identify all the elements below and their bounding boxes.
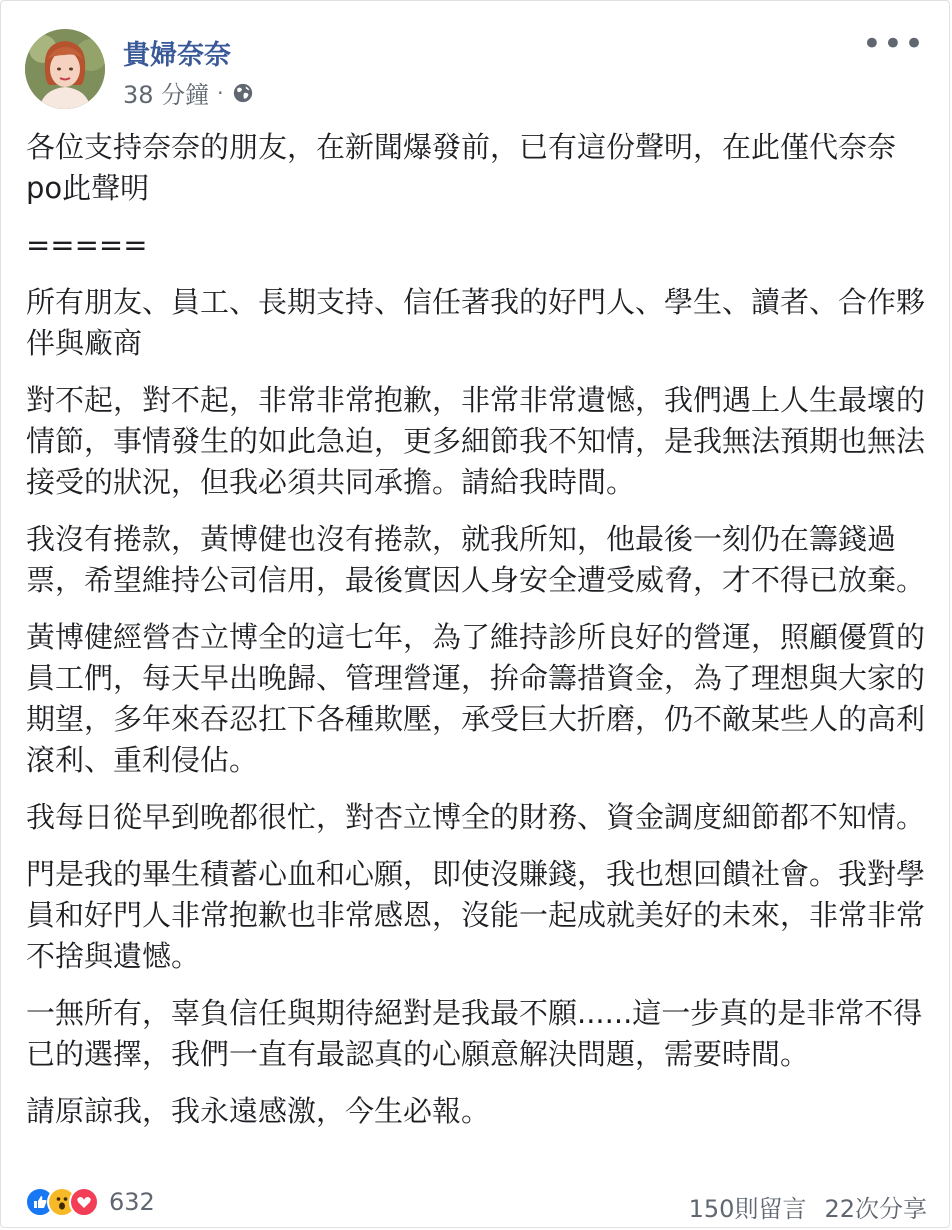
post-footer (25, 1187, 927, 1223)
author-name[interactable]: 貴婦奈奈 (123, 40, 231, 71)
avatar[interactable] (25, 29, 105, 109)
more-options-icon[interactable]: ••• (861, 24, 925, 64)
post-paragraph: 一無所有，辜負信任與期待絕對是我最不願......這一步真的是非常不得已的選擇，我們一直有最認真的心願意解決問題，需要時間。 (26, 996, 923, 1071)
post-header (25, 24, 925, 109)
post-paragraph: 對不起，對不起，非常非常抱歉，非常非常遺憾，我們遇上人生最壞的情節，事情發生的如此急迫，更多細節我不知情，是我無法預期也無法接受的狀況，但我必須共同承擔。請給我時間。 (26, 383, 926, 499)
avatar-portrait-icon (25, 29, 105, 109)
post-paragraph: 各位支持奈奈的朋友，在新聞爆發前，已有這份聲明，在此僅代奈奈po此聲明 (26, 130, 897, 205)
post-paragraph: ===== (26, 228, 148, 262)
post-paragraph: 請原諒我，我永遠感激，今生必報。 (26, 1094, 491, 1128)
post-text (26, 127, 931, 1148)
post-paragraph: 門是我的畢生積蓄心血和心願，即使沒賺錢，我也想回饋社會。我對學員和好門人非常抱歉也非常感恩，沒能一起成就美好的未來，非常非常不捨與遺憾。 (26, 857, 926, 973)
globe-icon[interactable] (232, 82, 254, 104)
shares-count[interactable]: 22次分享 (824, 1195, 927, 1223)
love-icon (69, 1187, 99, 1217)
reaction-count: 632 (109, 1188, 155, 1216)
post-time[interactable]: 38 分鐘 (123, 81, 210, 109)
post-paragraph: 所有朋友、員工、長期支持、信任著我的好門人、學生、讀者、合作夥伴與廠商 (26, 285, 926, 360)
reactions-summary[interactable] (25, 1187, 155, 1217)
comments-count[interactable]: 150則留言 (688, 1195, 807, 1223)
post-meta (123, 75, 254, 110)
post-paragraph: 我沒有捲款，黃博健也沒有捲款，就我所知，他最後一刻仍在籌錢過票，希望維持公司信用，最後實因人身安全遭受威脅，才不得已放棄。 (26, 522, 926, 597)
post-paragraph: 黃博健經營杏立博全的這七年，為了維持診所良好的營運，照顧優質的員工們，每天早出晚歸、管理營運，拚命籌措資金，為了理想與大家的期望，多年來吞忍扛下各種欺壓，承受巨大折磨，仍不敵某些人的高利滾利、重利侵佔。 (26, 620, 926, 777)
post-paragraph: 我每日從早到晚都很忙，對杏立博全的財務、資金調度細節都不知情。 (26, 800, 926, 834)
meta-separator: · (217, 80, 224, 105)
engagement-stats (689, 1189, 927, 1224)
